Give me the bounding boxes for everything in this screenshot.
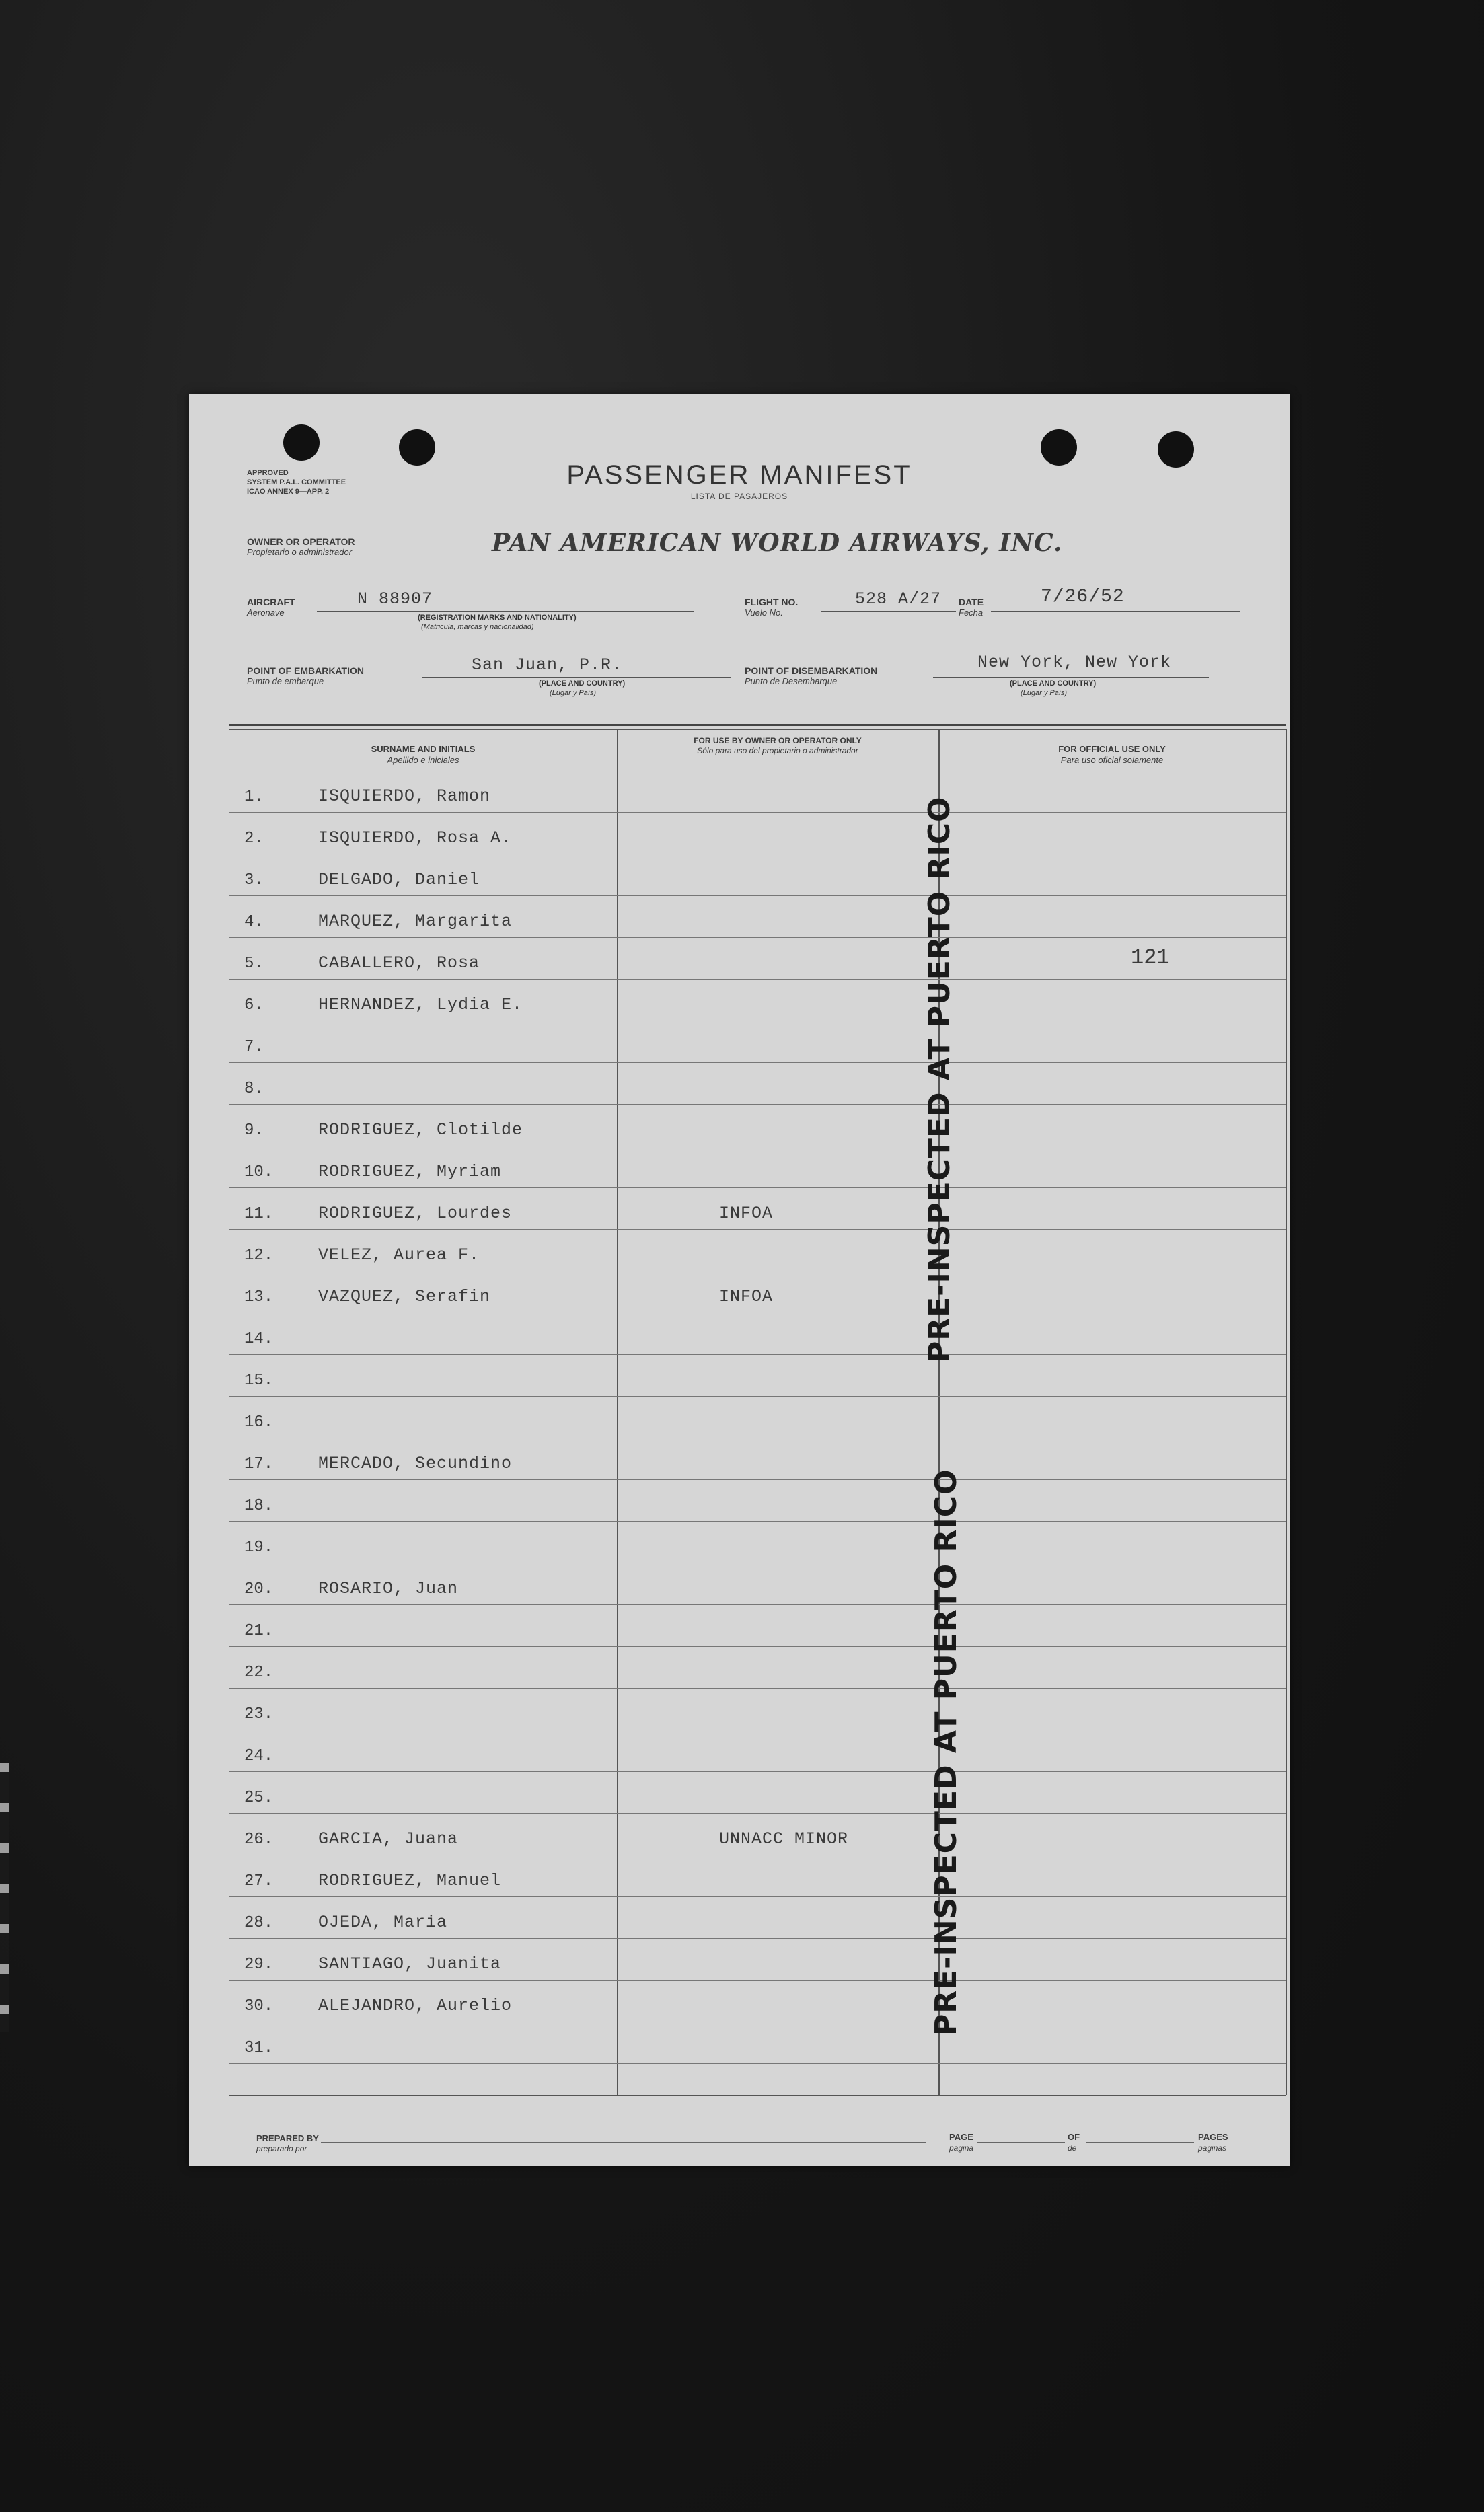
table-row: [229, 1772, 1286, 1814]
row-number: 3.: [244, 871, 264, 889]
table-row: [229, 938, 1286, 980]
table-row: [229, 813, 1286, 854]
flight-value: 528 A/27: [855, 589, 942, 609]
row-number: 13.: [244, 1288, 274, 1306]
punch-hole: [283, 424, 320, 461]
table-row: [229, 1689, 1286, 1730]
row-number: 5.: [244, 955, 264, 973]
row-rule: [229, 2063, 1286, 2064]
row-number: 20.: [244, 1580, 274, 1598]
table-row: [229, 1647, 1286, 1689]
table-row: [229, 771, 1286, 813]
pages-label-es: paginas: [1198, 2143, 1227, 2153]
place-caption: (PLACE AND COUNTRY): [539, 679, 626, 688]
passenger-name: RODRIGUEZ, Manuel: [318, 1871, 502, 1890]
of-label-es: de: [1068, 2143, 1077, 2153]
row-number: 19.: [244, 1539, 274, 1557]
date-underline: [991, 611, 1240, 612]
table-row: [229, 2022, 1286, 2064]
col-header-owner-use: [660, 736, 895, 756]
row-number: 7.: [244, 1038, 264, 1056]
row-number: 9.: [244, 1121, 264, 1140]
page-label: PAGE: [949, 2132, 973, 2142]
pre-inspected-stamp: PRE-INSPECTED AT PUERTO RICO: [922, 796, 957, 1363]
table-top-rule: [229, 724, 1286, 726]
embarkation-underline: [422, 677, 731, 678]
col-header-surname-en: SURNAME AND INITIALS: [371, 744, 476, 754]
approved-line: ICAO ANNEX 9—APP. 2: [247, 488, 330, 496]
col-header-official-use: [938, 744, 1286, 766]
row-number: 14.: [244, 1330, 274, 1348]
operator-note: UNNACC MINOR: [719, 1829, 849, 1849]
row-number: 29.: [244, 1956, 274, 1974]
row-number: 8.: [244, 1080, 264, 1098]
table-row: [229, 1480, 1286, 1522]
table-row: [229, 1063, 1286, 1105]
table-row: [229, 1939, 1286, 1981]
table-row: [229, 1105, 1286, 1146]
flight-underline: [821, 611, 956, 612]
row-number: 4.: [244, 913, 264, 931]
passenger-name: RODRIGUEZ, Lourdes: [318, 1204, 513, 1223]
approved-line: APPROVED: [247, 469, 289, 477]
table-row: [229, 1021, 1286, 1063]
row-number: 25.: [244, 1789, 274, 1807]
aircraft-label-es: Aeronave: [247, 607, 285, 618]
place-caption: (PLACE AND COUNTRY): [1010, 679, 1097, 688]
col-header-surname: [229, 744, 617, 766]
passenger-name: GARCIA, Juana: [318, 1829, 459, 1849]
table-row: [229, 1522, 1286, 1563]
page-label-es: pagina: [949, 2143, 974, 2153]
prepared-by-label-es: preparado por: [256, 2144, 307, 2153]
disembarkation-underline: [933, 677, 1209, 678]
row-number: 21.: [244, 1622, 274, 1640]
owner-label-es: Propietario o administrador: [247, 547, 353, 557]
table-row: [229, 1563, 1286, 1605]
table-row: [229, 1897, 1286, 1939]
table-row: [229, 1438, 1286, 1480]
aircraft-label: AIRCRAFT: [247, 597, 295, 607]
manifest-sheet: [189, 394, 1290, 2166]
passenger-name: ISQUIERDO, Ramon: [318, 786, 491, 806]
disembarkation-label-es: Punto de Desembarque: [745, 676, 838, 686]
page-subtitle: LISTA DE PASAJEROS: [690, 492, 788, 501]
row-number: 12.: [244, 1247, 274, 1265]
table-row: [229, 854, 1286, 896]
scan-edge-artifact: [0, 1763, 9, 2032]
row-number: 22.: [244, 1664, 274, 1682]
row-number: 15.: [244, 1372, 274, 1390]
passenger-name: MARQUEZ, Margarita: [318, 912, 513, 931]
registration-caption: (REGISTRATION MARKS AND NATIONALITY): [418, 614, 577, 622]
passenger-name: DELGADO, Daniel: [318, 870, 480, 889]
table-top-rule: [229, 729, 1286, 730]
table-row: [229, 896, 1286, 938]
of-label: OF: [1068, 2132, 1080, 2142]
prepared-by-line: [321, 2142, 926, 2143]
prepared-by-label: PREPARED BY: [256, 2133, 319, 2143]
passenger-name: ALEJANDRO, Aurelio: [318, 1996, 513, 2016]
col-header-official-use-es: Para uso oficial solamente: [1060, 755, 1164, 765]
page-title: PASSENGER MANIFEST: [566, 460, 912, 490]
table-bottom-rule: [229, 2095, 1286, 2096]
embarkation-value: San Juan, P.R.: [472, 655, 623, 675]
row-number: 17.: [244, 1455, 274, 1473]
disembarkation-value: New York, New York: [977, 653, 1172, 672]
row-number: 28.: [244, 1914, 274, 1932]
table-row: [229, 980, 1286, 1021]
passenger-name: HERNANDEZ, Lydia E.: [318, 995, 523, 1014]
table-row: [229, 1313, 1286, 1355]
approved-line: SYSTEM P.A.L. COMMITTEE: [247, 478, 346, 486]
flight-label: FLIGHT NO.: [745, 597, 799, 607]
passenger-name: ROSARIO, Juan: [318, 1579, 459, 1598]
aircraft-underline: [317, 611, 694, 612]
passenger-name: OJEDA, Maria: [318, 1913, 448, 1932]
table-row: [229, 1230, 1286, 1271]
table-row: [229, 1981, 1286, 2022]
row-number: 31.: [244, 2039, 274, 2057]
passenger-name: RODRIGUEZ, Clotilde: [318, 1120, 523, 1140]
row-number: 18.: [244, 1497, 274, 1515]
registration-caption-es: (Matricula, marcas y nacionalidad): [421, 623, 534, 631]
row-number: 24.: [244, 1747, 274, 1765]
place-caption-es: (Lugar y País): [1021, 689, 1068, 697]
official-entry: 121: [1131, 945, 1170, 970]
passenger-name: RODRIGUEZ, Myriam: [318, 1162, 502, 1181]
table-right-border: [1286, 729, 1287, 2095]
table-row: [229, 1814, 1286, 1855]
row-number: 11.: [244, 1205, 274, 1223]
operator-note: INFOA: [719, 1287, 774, 1306]
passenger-name: ISQUIERDO, Rosa A.: [318, 828, 513, 848]
date-label: DATE: [959, 597, 984, 607]
col-header-official-use-en: FOR OFFICIAL USE ONLY: [1058, 744, 1166, 754]
aircraft-value: N 88907: [357, 589, 433, 609]
col-header-surname-es: Apellido e iniciales: [387, 755, 459, 765]
row-number: 27.: [244, 1872, 274, 1890]
pre-inspected-stamp: PRE-INSPECTED AT PUERTO RICO: [929, 1469, 963, 2036]
table-row: [229, 1146, 1286, 1188]
date-label-es: Fecha: [959, 607, 984, 618]
airline-name: PAN AMERICAN WORLD AIRWAYS, INC.: [492, 529, 1063, 557]
disembarkation-label: POINT OF DISEMBARKATION: [745, 665, 878, 676]
place-caption-es: (Lugar y País): [550, 689, 597, 697]
table-row: [229, 1188, 1286, 1230]
passenger-name: VAZQUEZ, Serafin: [318, 1287, 491, 1306]
embarkation-label-es: Punto de embarque: [247, 676, 324, 686]
passenger-name: SANTIAGO, Juanita: [318, 1954, 502, 1974]
row-number: 23.: [244, 1705, 274, 1724]
col-header-owner-use-en: FOR USE BY OWNER OR OPERATOR ONLY: [694, 736, 862, 745]
passenger-name: MERCADO, Secundino: [318, 1454, 513, 1473]
pages-label: PAGES: [1198, 2132, 1228, 2142]
table-row: [229, 1730, 1286, 1772]
row-number: 2.: [244, 829, 264, 848]
flight-label-es: Vuelo No.: [745, 607, 783, 618]
row-number: 10.: [244, 1163, 274, 1181]
passenger-name: VELEZ, Aurea F.: [318, 1245, 480, 1265]
table-row: [229, 1605, 1286, 1647]
table-row: [229, 1271, 1286, 1313]
row-number: 16.: [244, 1413, 274, 1432]
embarkation-label: POINT OF EMBARKATION: [247, 665, 364, 676]
page-line: [977, 2142, 1065, 2143]
row-number: 1.: [244, 788, 264, 806]
table-row: [229, 1397, 1286, 1438]
row-number: 26.: [244, 1831, 274, 1849]
operator-note: INFOA: [719, 1204, 774, 1223]
of-line: [1086, 2142, 1194, 2143]
table-row: [229, 1355, 1286, 1397]
passenger-name: CABALLERO, Rosa: [318, 953, 480, 973]
col-header-owner-use-es: Sólo para uso del propietario o administrador: [697, 746, 858, 755]
date-value: 7/26/52: [1041, 587, 1125, 607]
row-number: 6.: [244, 996, 264, 1014]
owner-label: OWNER OR OPERATOR: [247, 536, 355, 547]
table-row: [229, 1855, 1286, 1897]
row-number: 30.: [244, 1997, 274, 2016]
